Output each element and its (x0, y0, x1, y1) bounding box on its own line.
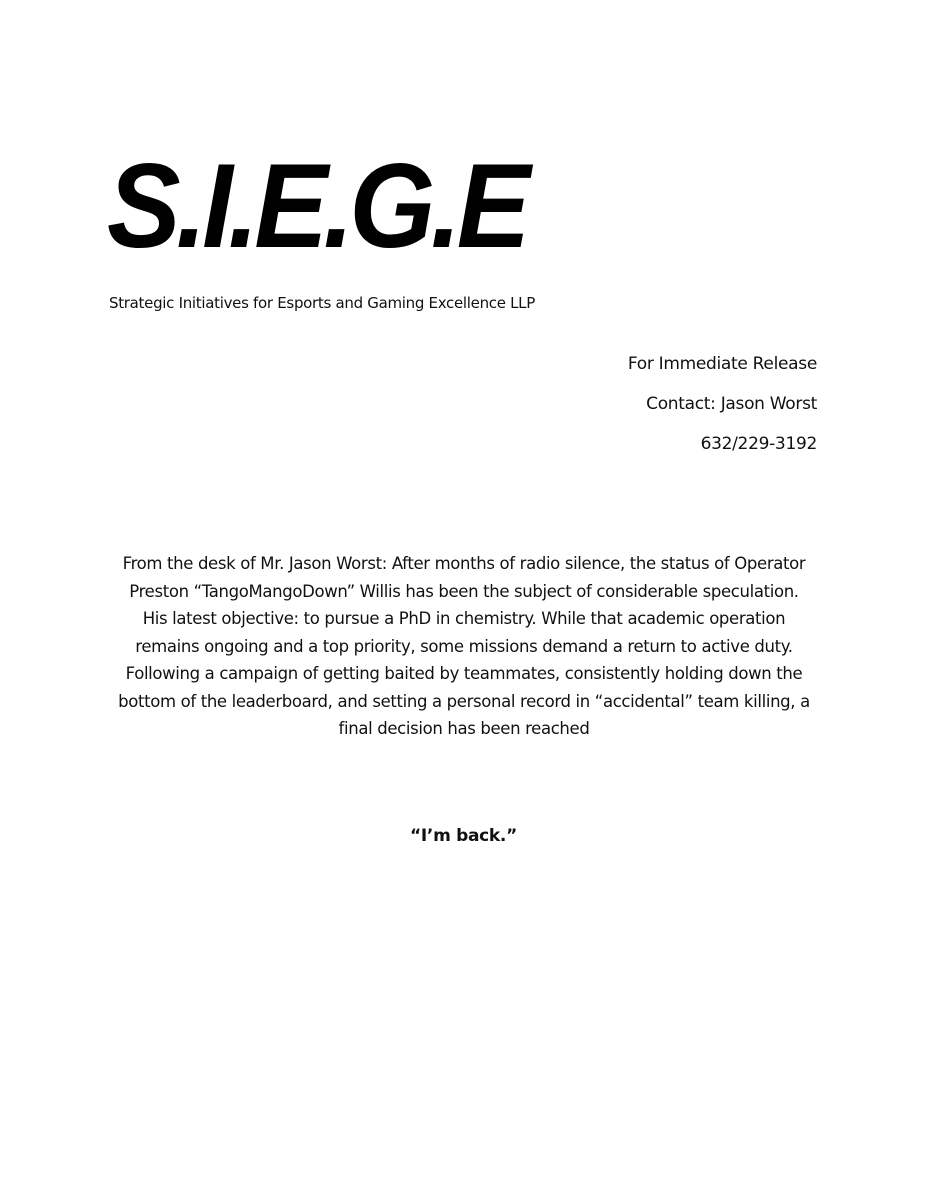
closing-quote: “I’m back.” (410, 826, 517, 846)
body-paragraph: From the desk of Mr. Jason Worst: After months of radio silence, the status of Operator Preston “TangoMangoDown” Willis has been the subject of considerable speculation. His latest objective: to pursue a PhD in chemistry. While that academic operation remains ongoing and a top priority, some missions demand a return to active duty. Following a campaign of getting baited by teammates, consistently holding down the bottom of the leaderboard, and setting a personal record in “accidental” team killing, a final decision has been reached (118, 554, 810, 738)
release-label: For Immediate Release (627, 354, 817, 374)
phone-number: 632/229-3192 (700, 434, 817, 454)
contact-line: Contact: Jason Worst (646, 394, 817, 414)
company-subtitle: Strategic Initiatives for Esports and Gaming Excellence LLP (109, 294, 535, 312)
company-logo: S.I.E.G.E (107, 139, 526, 273)
release-info (628, 352, 817, 472)
